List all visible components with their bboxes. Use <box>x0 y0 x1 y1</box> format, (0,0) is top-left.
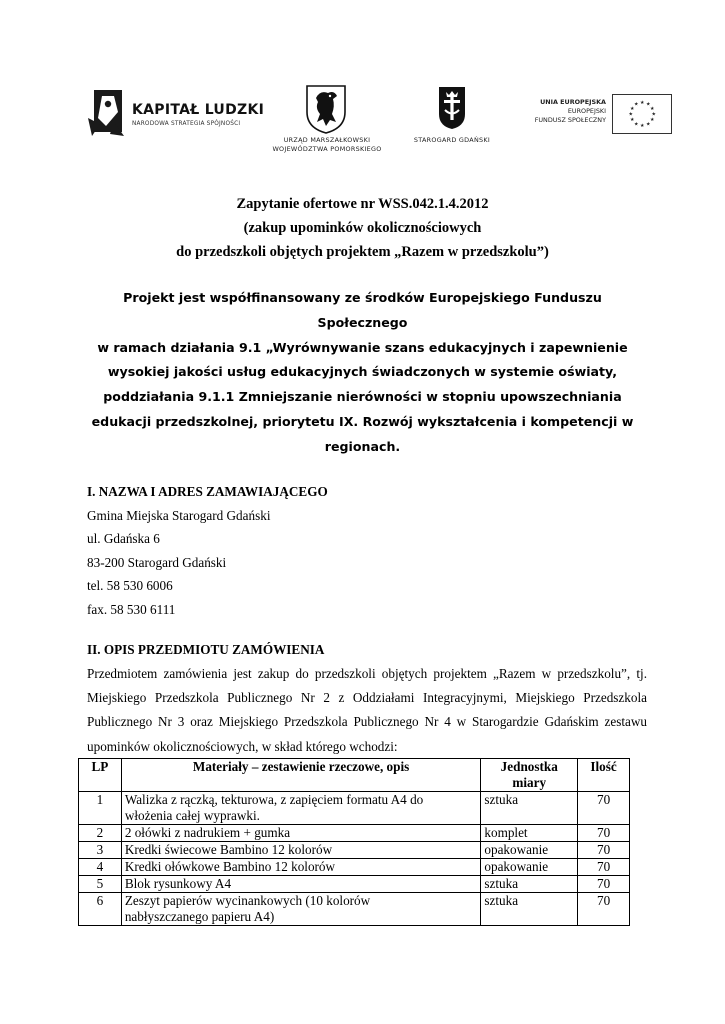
table-row <box>79 859 630 876</box>
section2-title: II. OPIS PRZEDMIOTU ZAMÓWIENIA <box>87 642 325 657</box>
cell-qty: 70 <box>578 859 630 876</box>
cell-lp: 3 <box>79 842 122 859</box>
authority-name: Gmina Miejska Starogard Gdański <box>87 507 271 523</box>
cell-lp: 4 <box>79 859 122 876</box>
cell-unit: sztuka <box>481 893 578 926</box>
authority-fax: fax. 58 530 6111 <box>87 601 176 617</box>
desc-line4: upominków okolicznościowych, w skład którego wchodzi: <box>87 738 398 754</box>
cell-name <box>121 893 481 926</box>
table-row <box>79 825 630 842</box>
table-row <box>79 876 630 893</box>
svg-text:★: ★ <box>628 111 633 118</box>
cell-qty: 70 <box>578 825 630 842</box>
table-row <box>79 842 630 859</box>
cell-name <box>121 792 481 825</box>
cell-name: Kredki świecowe Bambino 12 kolorów <box>121 842 481 859</box>
cell-lp: 2 <box>79 825 122 842</box>
griffin-crest-icon <box>304 84 348 134</box>
project-line1: Projekt jest współfinansowany ze środków Europejskiego Funduszu Społecznego <box>123 290 602 330</box>
svg-text:★: ★ <box>634 101 639 108</box>
eu-text <box>528 98 606 125</box>
cell-lp: 5 <box>79 876 122 893</box>
document-heading <box>0 192 725 264</box>
project-line4: poddziałania 9.1.1 Zmniejszanie nierówności w stopniu upowszechniania <box>103 389 622 405</box>
section-order-description <box>87 638 647 759</box>
cell-name-line1: Walizka z rączką, tekturowa, z zapięciem formatu A4 do <box>124 792 424 807</box>
kapital-ludzki-mark-icon <box>88 88 126 138</box>
eu-line1: UNIA EUROPEJSKA <box>540 98 606 106</box>
cell-name-line2: włożenia całej wyprawki. <box>124 808 260 823</box>
heading-line2: (zakup upominków okolicznościowych <box>243 220 482 236</box>
cell-lp: 1 <box>79 792 122 825</box>
cell-name-line1: Zeszyt papierów wycinankowych (10 kolorów <box>124 893 371 908</box>
section1-title: I. NAZWA I ADRES ZAMAWIAJĄCEGO <box>87 484 328 499</box>
project-statement <box>80 286 645 460</box>
eu-flag-icon <box>612 94 672 134</box>
desc-line3: Publicznego Nr 3 oraz Miejskiego Przedszkola Publicznego Nr 4 w Starogardzie Gdańskim zestawu <box>87 714 647 730</box>
cell-unit: sztuka <box>481 792 578 825</box>
cell-qty: 70 <box>578 876 630 893</box>
cell-unit: opakowanie <box>481 842 578 859</box>
project-line3: wysokiej jakości usług edukacyjnych świadczonych w systemie oświaty, <box>107 364 618 380</box>
cell-name: 2 ołówki z nadrukiem + gumka <box>121 825 481 842</box>
svg-text:★: ★ <box>650 117 655 123</box>
project-line2: w ramach działania 9.1 „Wyrównywanie szans edukacyjnych i zapewnienie <box>97 339 628 355</box>
urzad-line1: URZĄD MARSZAŁKOWSKI <box>283 136 371 144</box>
svg-text:★: ★ <box>630 117 635 123</box>
section-contracting-authority <box>87 480 647 622</box>
cell-unit: komplet <box>481 825 578 842</box>
svg-text:★: ★ <box>634 121 639 128</box>
header-name: Materiały – zestawienie rzeczowe, opis <box>121 759 481 792</box>
cell-name: Kredki ołówkowe Bambino 12 kolorów <box>121 859 481 876</box>
header-qty: Ilość <box>578 759 630 792</box>
authority-street: ul. Gdańska 6 <box>87 531 160 547</box>
logo-header <box>0 84 725 164</box>
svg-text:★: ★ <box>630 106 635 112</box>
cell-name: Blok rysunkowy A4 <box>121 876 481 893</box>
project-line5: edukacji przedszkolnej, priorytetu IX. Rozwój wykształcenia i kompetencji w <box>91 413 634 429</box>
header-lp: LP <box>79 759 122 792</box>
svg-text:★: ★ <box>646 101 651 108</box>
cell-qty: 70 <box>578 842 630 859</box>
svg-text:★: ★ <box>640 123 645 129</box>
starogard-crest-icon <box>438 86 466 130</box>
table-row <box>79 792 630 825</box>
urzad-marszalkowski-logo <box>262 84 392 160</box>
header-unit-line2: miary <box>512 775 547 790</box>
desc-line1: Przedmiotem zamówienia jest zakup do przedszkoli objętych projektem „Razem w przedszkolu”, tj. <box>87 666 647 681</box>
svg-text:★: ★ <box>646 121 651 128</box>
starogard-text: STAROGARD GDAŃSKI <box>413 136 491 144</box>
urzad-marszalkowski-text <box>262 136 392 154</box>
cell-name-line2: nabłyszczanego papieru A4) <box>124 909 275 924</box>
eu-line2: EUROPEJSKI <box>567 107 606 115</box>
header-unit-line1: Jednostka <box>500 759 558 774</box>
urzad-line2: WOJEWÓDZTWA POMORSKIEGO <box>272 145 382 153</box>
eu-logo <box>528 92 673 136</box>
kapital-ludzki-subtitle: NARODOWA STRATEGIA SPÓJNOŚCI <box>132 121 241 127</box>
table-row <box>79 893 630 926</box>
starogard-logo <box>410 84 510 150</box>
project-line6: regionach. <box>324 438 401 454</box>
svg-text:★: ★ <box>650 106 655 112</box>
svg-text:★: ★ <box>651 111 656 118</box>
cell-unit: opakowanie <box>481 859 578 876</box>
cell-unit: sztuka <box>481 876 578 893</box>
kapital-ludzki-title: KAPITAŁ LUDZKI <box>132 102 265 118</box>
eu-line3: FUNDUSZ SPOŁECZNY <box>534 116 606 124</box>
authority-phone: tel. 58 530 6006 <box>87 578 173 594</box>
heading-line1: Zapytanie ofertowe nr WSS.042.1.4.2012 <box>236 196 489 212</box>
authority-city: 83-200 Starogard Gdański <box>87 554 227 570</box>
cell-qty: 70 <box>578 893 630 926</box>
order-description <box>87 662 647 759</box>
cell-qty: 70 <box>578 792 630 825</box>
kapital-ludzki-logo <box>88 88 268 138</box>
items-table <box>78 758 630 926</box>
table-header-row <box>79 759 630 792</box>
svg-text:★: ★ <box>640 100 645 106</box>
header-unit <box>481 759 578 792</box>
cell-lp: 6 <box>79 893 122 926</box>
desc-line2: Miejskiego Przedszkola Publicznego Nr 2 z Oddziałami Integracyjnymi, Miejskiego Przedszkola <box>87 690 647 706</box>
heading-line3: do przedszkoli objętych projektem „Razem w przedszkolu”) <box>176 244 549 260</box>
